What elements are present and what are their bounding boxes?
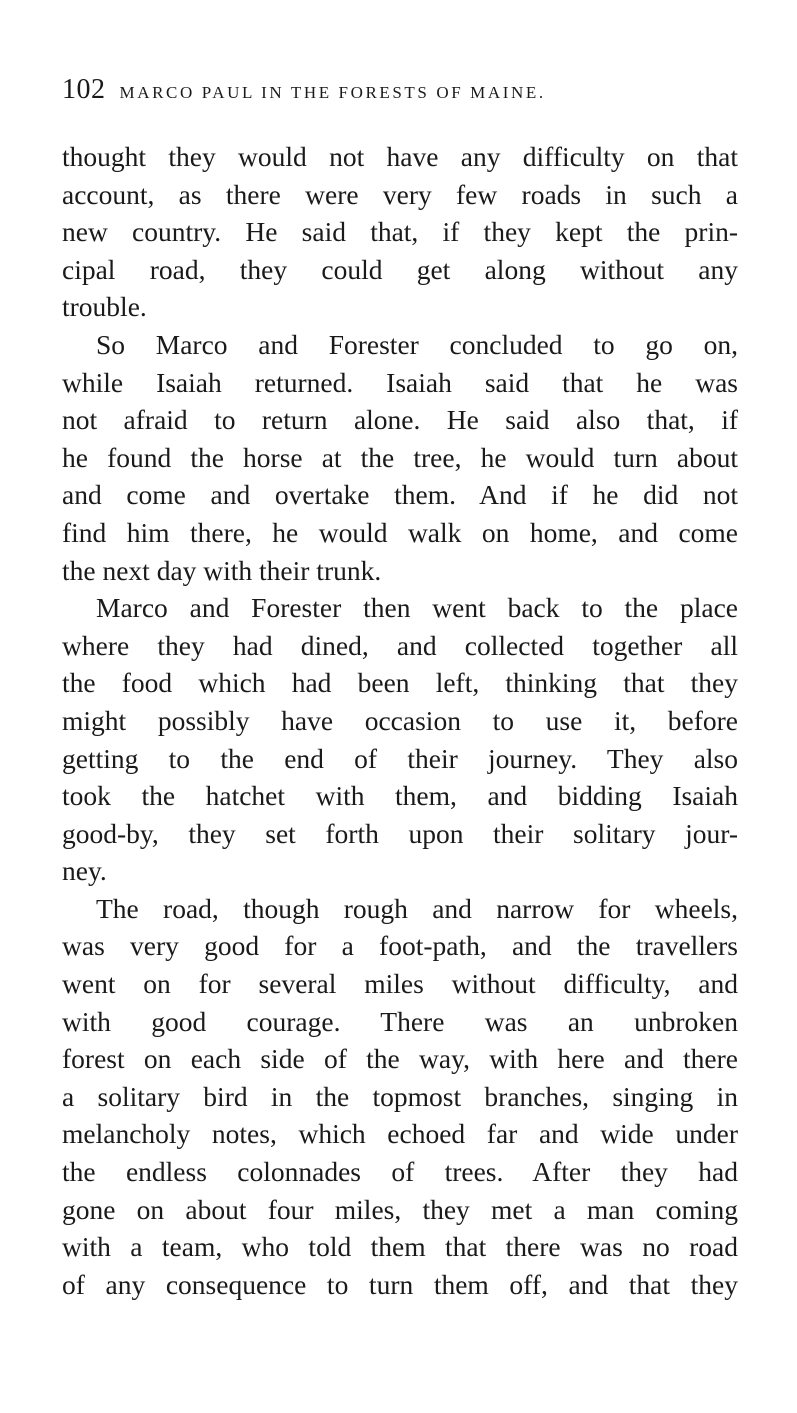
text-line: took the hatchet with them, and bidding Isaiah [62,780,738,812]
text-line: with good courage. There was an unbroken [62,1005,738,1037]
text-line: trouble. [62,291,147,323]
text-line: thought they would not have any difficulty on that [62,141,738,172]
text-line: getting to the end of their journey. They also [62,742,738,774]
text-line: forest on each side of the way, with here and there [62,1043,738,1075]
text-line: he found the horse at the tree, he would turn about [62,441,738,473]
text-line: good-by, they set forth upon their solitary jour- [62,817,738,849]
text-line: with a team, who told them that there was no road [62,1231,738,1263]
text-line: of any consequence to turn them off, and that they [62,1268,738,1300]
text-line: and come and overtake them. And if he did not [62,479,738,511]
text-line: The road, though rough and narrow for wheels, [96,892,738,924]
text-line: the next day with their trunk. [62,554,382,586]
text-line: ney. [62,855,107,887]
text-line: went on for several miles without difficulty, and [62,968,738,1000]
page-number: 102 [62,74,106,105]
running-head [62,74,742,108]
text-line: where they had dined, and collected together all [62,629,738,661]
text-line: cipal road, they could get along without any [62,253,738,285]
text-line: melancholy notes, which echoed far and wide under [62,1118,738,1150]
text-line: while Isaiah returned. Isaiah said that he was [62,366,738,398]
text-line: So Marco and Forester concluded to go on, [96,328,738,360]
text-line: Marco and Forester then went back to the place [96,592,738,624]
text-line: find him there, he would walk on home, and come [62,516,738,548]
body-text [62,138,738,1303]
text-line: new country. He said that, if they kept the prin- [62,216,738,248]
text-line: the endless colonnades of trees. After they had [62,1156,738,1188]
text-line: account, as there were very few roads in such a [62,178,738,210]
text-line: gone on about four miles, they met a man coming [62,1193,738,1225]
text-line: the food which had been left, thinking that they [62,667,738,699]
text-line: was very good for a foot-path, and the travellers [62,930,738,962]
text-line: not afraid to return alone. He said also that, if [62,404,738,436]
text-line: a solitary bird in the topmost branches, singing in [62,1080,738,1112]
text-line: might possibly have occasion to use it, before [62,704,738,736]
running-title: MARCO PAUL IN THE FORESTS OF MAINE. [119,83,546,102]
